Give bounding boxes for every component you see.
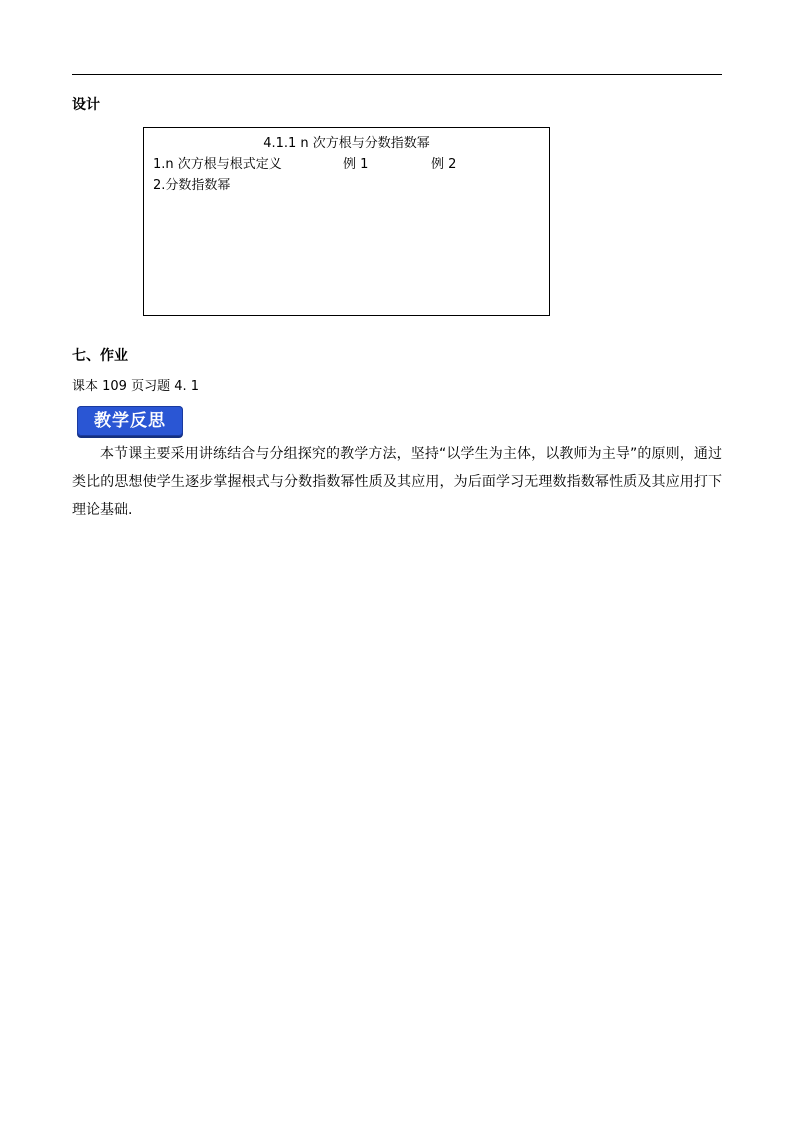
board-line-fractional-exponent: 2.分数指数幂	[153, 178, 231, 193]
board-design-box	[143, 127, 550, 316]
board-example-1: 例 1	[343, 157, 369, 172]
homework-heading: 七、作业	[72, 348, 128, 364]
board-title: 4.1.1 n 次方根与分数指数幂	[263, 136, 430, 151]
homework-text: 课本 109 页习题 4. 1	[72, 379, 200, 394]
board-example-2: 例 2	[431, 157, 457, 172]
design-heading: 设计	[72, 97, 100, 113]
reflection-paragraph: 本节课主要采用讲练结合与分组探究的教学方法，坚持“以学生为主体，以教师为主导”的原则，通过类比的思想使学生逐步掌握根式与分数指数幂性质及其应用，为后面学习无理数指数幂性质及其应用打下理论基础.	[72, 446, 722, 518]
teaching-reflection-badge: 教学反思	[77, 406, 183, 436]
header-rule	[72, 74, 722, 75]
board-line-definition: 1.n 次方根与根式定义	[153, 157, 282, 172]
